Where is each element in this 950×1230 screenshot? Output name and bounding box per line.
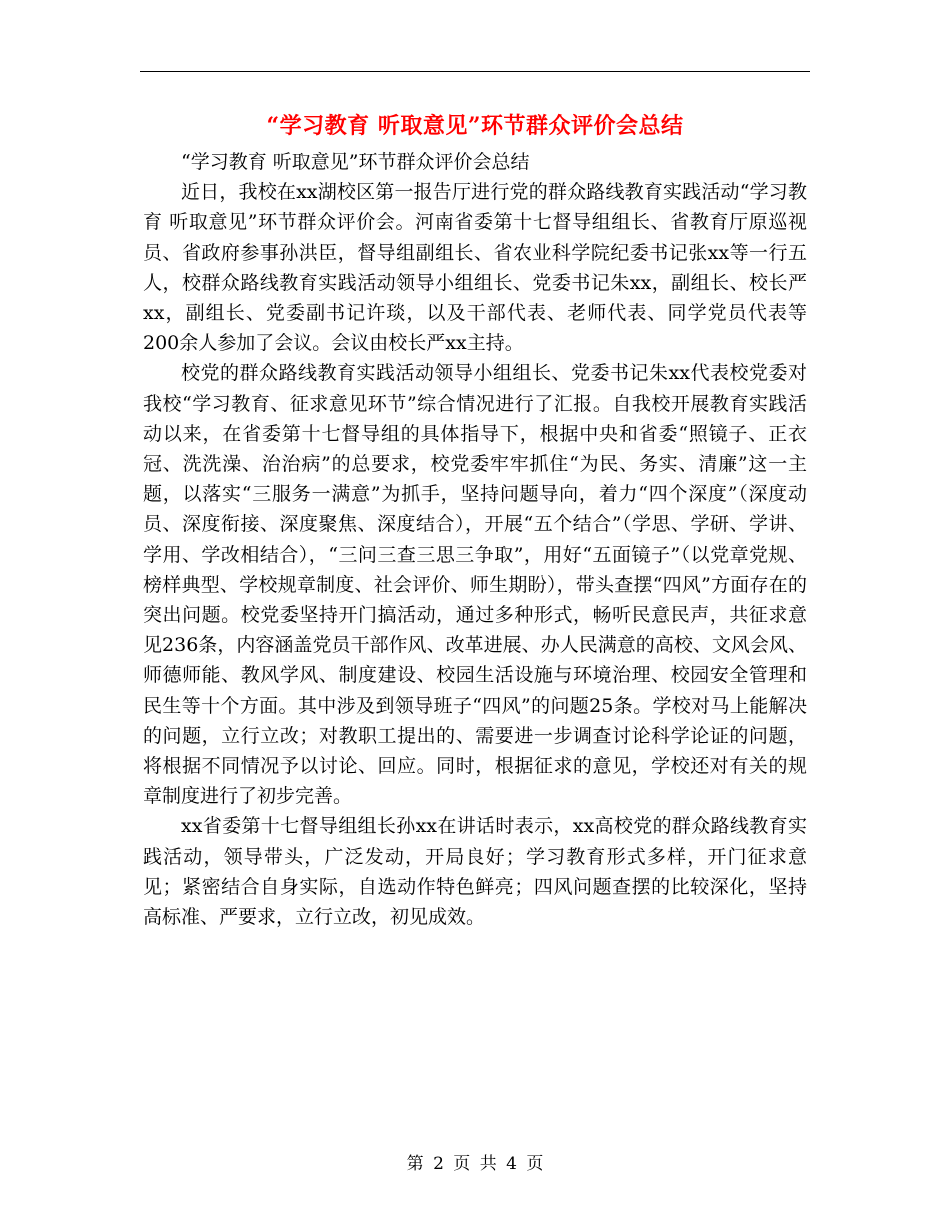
document-body [143, 147, 807, 932]
document-title: “学习教育 听取意见”环节群众评价会总结 [266, 113, 684, 139]
body-paragraph: xx省委第十七督导组组长孙xx在讲话时表示，xx高校党的群众路线教育实践活动，领导带头，广泛发动，开局良好；学习教育形式多样，开门征求意见；紧密结合自身实际，自选动作特色鲜亮；四风问题查摆的比较深化，坚持高标准、严要求，立行立改，初见成效。 [143, 815, 807, 929]
subtitle-paragraph: “学习教育 听取意见”环节群众评价会总结 [181, 151, 530, 173]
body-paragraph: 近日，我校在xx湖校区第一报告厅进行党的群众路线教育实践活动“学习教育 听取意见”环节群众评价会。河南省委第十七督导组组长、省教育厅原巡视员、省政府参事孙洪臣，督导组副组长、省农业科学院纪委书记张xx等一行五人，校群众路线教育实践活动领导小组组长、党委书记朱xx，副组长、校长严xx，副组长、党委副书记许琰，以及干部代表、老师代表、同学党员代表等200余人参加了会议。会议由校长严xx主持。 [143, 181, 807, 355]
body-paragraph: 校党的群众路线教育实践活动领导小组组长、党委书记朱xx代表校党委对我校“学习教育、征求意见环节”综合情况进行了汇报。自我校开展教育实践活动以来，在省委第十七督导组的具体指导下，根据中央和省委“照镜子、正衣冠、洗洗澡、治治病”的总要求，校党委牢牢抓住“为民、务实、清廉”这一主题，以落实“三服务一满意”为抓手，坚持问题导向，着力“四个深度”（深度动员、深度衔接、深度聚焦、深度结合），开展“五个结合”（学思、学研、学讲、学用、学改相结合），“三问三查三思三争取”，用好“五面镜子”（以党章党规、榜样典型、学校规章制度、社会评价、师生期盼），带头查摆“四风”方面存在的突出问题。校党委坚持开门搞活动，通过多种形式，畅听民意民声，共征求意见236条，内容涵盖党员干部作风、改革进展、办人民满意的高校、文风会风、师德师能、教风学风、制度建设、校园生活设施与环境治理、校园安全管理和民生等十个方面。其中涉及到领导班子“四风”的问题25条。学校对马上能解决的问题，立行立改；对教职工提出的、需要进一步调查讨论科学论证的问题，将根据不同情况予以讨论、回应。同时，根据征求的意见，学校还对有关的规章制度进行了初步完善。 [143, 362, 807, 808]
header-rule [140, 71, 810, 72]
page-footer: 第 2 页 共 4 页 [406, 1154, 544, 1174]
